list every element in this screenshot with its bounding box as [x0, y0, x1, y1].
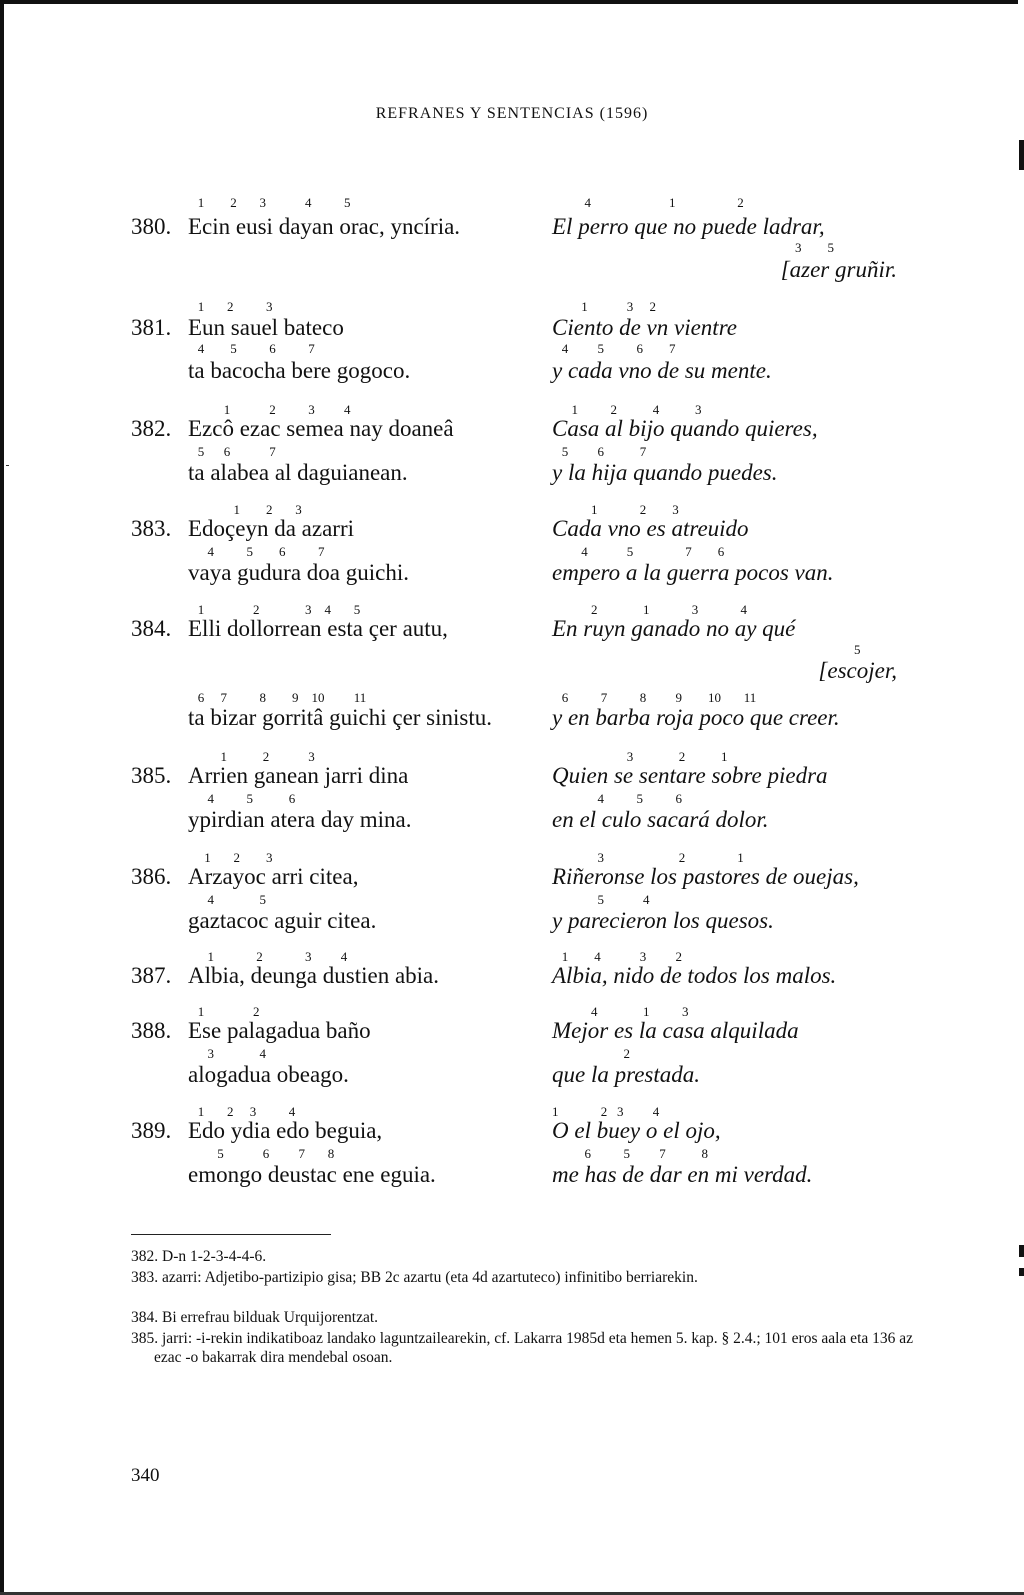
word-order-numbers: 2: [552, 1046, 630, 1061]
footnote-382: 382. D-n 1-2-3-4-4-6.: [131, 1248, 267, 1265]
scan-border-left: [0, 0, 4, 1595]
spanish-line: O el buey o el ojo,: [552, 1118, 721, 1143]
basque-line: alogadua obeago.: [188, 1062, 349, 1087]
spanish-line-continuation: [escojer,: [818, 658, 897, 683]
word-order-numbers: 1 2 3: [188, 850, 273, 865]
entry-number: 386.: [131, 864, 172, 889]
word-order-numbers: 4 5 6 7: [188, 544, 325, 559]
basque-line: Ecin eusi dayan orac, yncíria.: [188, 214, 461, 239]
word-order-numbers: 4 1 2: [552, 195, 744, 210]
spanish-line: En ruyn ganado no ay qué: [552, 616, 796, 641]
spanish-line: Albia, nido de todos los malos.: [552, 963, 837, 988]
basque-line: Albia, deunga dustien abia.: [188, 963, 440, 988]
word-order-numbers: 4 1 3: [552, 1004, 689, 1019]
footnote-384: 384. Bi errefrau bilduak Urquijorentzat.: [131, 1309, 379, 1326]
word-order-numbers: 5 6 7: [188, 444, 276, 459]
word-order-numbers: 5 6 7 8: [188, 1146, 335, 1161]
basque-line: Eun sauel bateco: [188, 315, 344, 340]
page-number: 340: [131, 1465, 160, 1486]
entry-number: 389.: [131, 1118, 172, 1143]
entry-number: 388.: [131, 1018, 172, 1043]
basque-line: ypirdian atera day mina.: [188, 807, 412, 832]
basque-line: vaya gudura doa guichi.: [188, 560, 409, 585]
spanish-line: empero a la guerra pocos van.: [552, 560, 834, 585]
entry-number: 380.: [131, 214, 172, 239]
basque-line: gaztacoc aguir citea.: [188, 908, 377, 933]
scan-edge-mark: [1019, 140, 1024, 170]
scan-border-top: [0, 0, 1018, 4]
word-order-numbers: 4 5 6: [188, 791, 296, 806]
entry-number: 384.: [131, 616, 172, 641]
word-order-numbers: 4 5 6 7: [552, 341, 676, 356]
word-order-numbers: 1 2 3 4 5: [188, 602, 361, 617]
scan-edge-mark: [1019, 1268, 1024, 1276]
basque-line: ta alabea al daguianean.: [188, 460, 408, 485]
spanish-line: Quien se sentare sobre piedra: [552, 763, 828, 788]
footnote-rule: [131, 1234, 331, 1235]
entry-number: 381.: [131, 315, 172, 340]
spanish-line: El perro que no puede ladrar,: [552, 214, 825, 239]
word-order-numbers: 1 2 3 4: [188, 1104, 296, 1119]
entry-number: 383.: [131, 516, 172, 541]
entry-number: 385.: [131, 763, 172, 788]
running-head: REFRANES Y SENTENCIAS (1596): [375, 105, 649, 122]
word-order-numbers: 5: [854, 642, 861, 657]
word-order-numbers: 1 2 3 4 5: [188, 195, 351, 210]
basque-line: Arrien ganean jarri dina: [188, 763, 409, 788]
word-order-numbers: 4 5 6 7: [188, 341, 315, 356]
spanish-line: y la hija quando puedes.: [552, 460, 778, 485]
word-order-numbers: 1 2 3 4: [188, 402, 351, 417]
spanish-line-continuation: [azer gruñir.: [780, 257, 897, 282]
word-order-numbers: 6 7 8 9 10 11: [188, 690, 367, 705]
spanish-line: Cada vno es atreuido: [552, 516, 749, 541]
word-order-numbers: 1 2 3: [188, 749, 315, 764]
footnote-383: 383. azarri: Adjetibo-partizipio gisa; BB 2c azartu (eta 4d azartuteco) infinitibo berriarekin.: [131, 1269, 698, 1286]
entry-number: 382.: [131, 416, 172, 441]
spanish-line: y parecieron los quesos.: [552, 908, 774, 933]
spanish-line: y en barba roja poco que creer.: [552, 705, 840, 730]
word-order-numbers: 4 5 7 6: [552, 544, 725, 559]
basque-line: emongo deustac ene eguia.: [188, 1162, 436, 1187]
word-order-numbers: 3 2 1: [552, 850, 744, 865]
basque-line: Edoçeyn da azarri: [188, 516, 355, 541]
scan-edge-mark: [1019, 1245, 1024, 1257]
basque-line: Ezcô ezac semea nay doaneâ: [188, 416, 454, 441]
spanish-line: Ciento de vn vientre: [552, 315, 737, 340]
spanish-line: en el culo sacará dolor.: [552, 807, 769, 832]
word-order-numbers: 1 2 3 4: [552, 1104, 660, 1119]
word-order-numbers: 1 4 3 2: [552, 949, 682, 964]
basque-line: Arzayoc arri citea,: [188, 864, 359, 889]
basque-line: ta bizar gorritâ guichi çer sinistu.: [188, 705, 493, 730]
basque-line: ta bacocha bere gogoco.: [188, 358, 411, 383]
word-order-numbers: 6 7 8 9 10 11: [552, 690, 757, 705]
word-order-numbers: 1 2 4 3: [552, 402, 702, 417]
word-order-numbers: 1 2 3: [552, 502, 679, 517]
word-order-numbers: 3 2 1: [552, 749, 728, 764]
basque-line: Elli dollorrean esta çer autu,: [188, 616, 448, 641]
basque-line: Edo ydia edo beguia,: [188, 1118, 383, 1143]
scan-speck: [6, 465, 9, 466]
spanish-line: me has de dar en mi verdad.: [552, 1162, 813, 1187]
word-order-numbers: 4 5 6: [552, 791, 682, 806]
word-order-numbers: 5 4: [552, 892, 650, 907]
word-order-numbers: 1 2 3: [188, 502, 302, 517]
footnote-385: 385. jarri: -i-rekin indikatiboaz landako laguntzailearekin, cf. Lakarra 1985d eta hemen 5. kap. § 2.4.; 101 eros aala eta 136 az ezac -o bakarrak dira mendebal osoan.: [131, 1330, 914, 1366]
spanish-line: Riñeronse los pastores de ouejas,: [552, 864, 859, 889]
spanish-line: Mejor es la casa alquilada: [552, 1018, 799, 1043]
word-order-numbers: 1 2 3 4: [188, 949, 348, 964]
word-order-numbers: 5 6 7: [552, 444, 647, 459]
word-order-numbers: 6 5 7 8: [552, 1146, 708, 1161]
word-order-numbers: 2 1 3 4: [552, 602, 747, 617]
word-order-numbers: 1 2 3: [188, 299, 273, 314]
entry-number: 387.: [131, 963, 172, 988]
word-order-numbers: 3 4: [188, 1046, 266, 1061]
spanish-line: Casa al bijo quando quieres,: [552, 416, 818, 441]
basque-line: Ese palagadua baño: [188, 1018, 371, 1043]
word-order-numbers: 1 2: [188, 1004, 260, 1019]
word-order-numbers: 1 3 2: [552, 299, 656, 314]
spanish-line: y cada vno de su mente.: [552, 358, 772, 383]
spanish-line: que la prestada.: [552, 1062, 700, 1087]
word-order-numbers: 3 5: [795, 240, 834, 255]
word-order-numbers: 4 5: [188, 892, 266, 907]
